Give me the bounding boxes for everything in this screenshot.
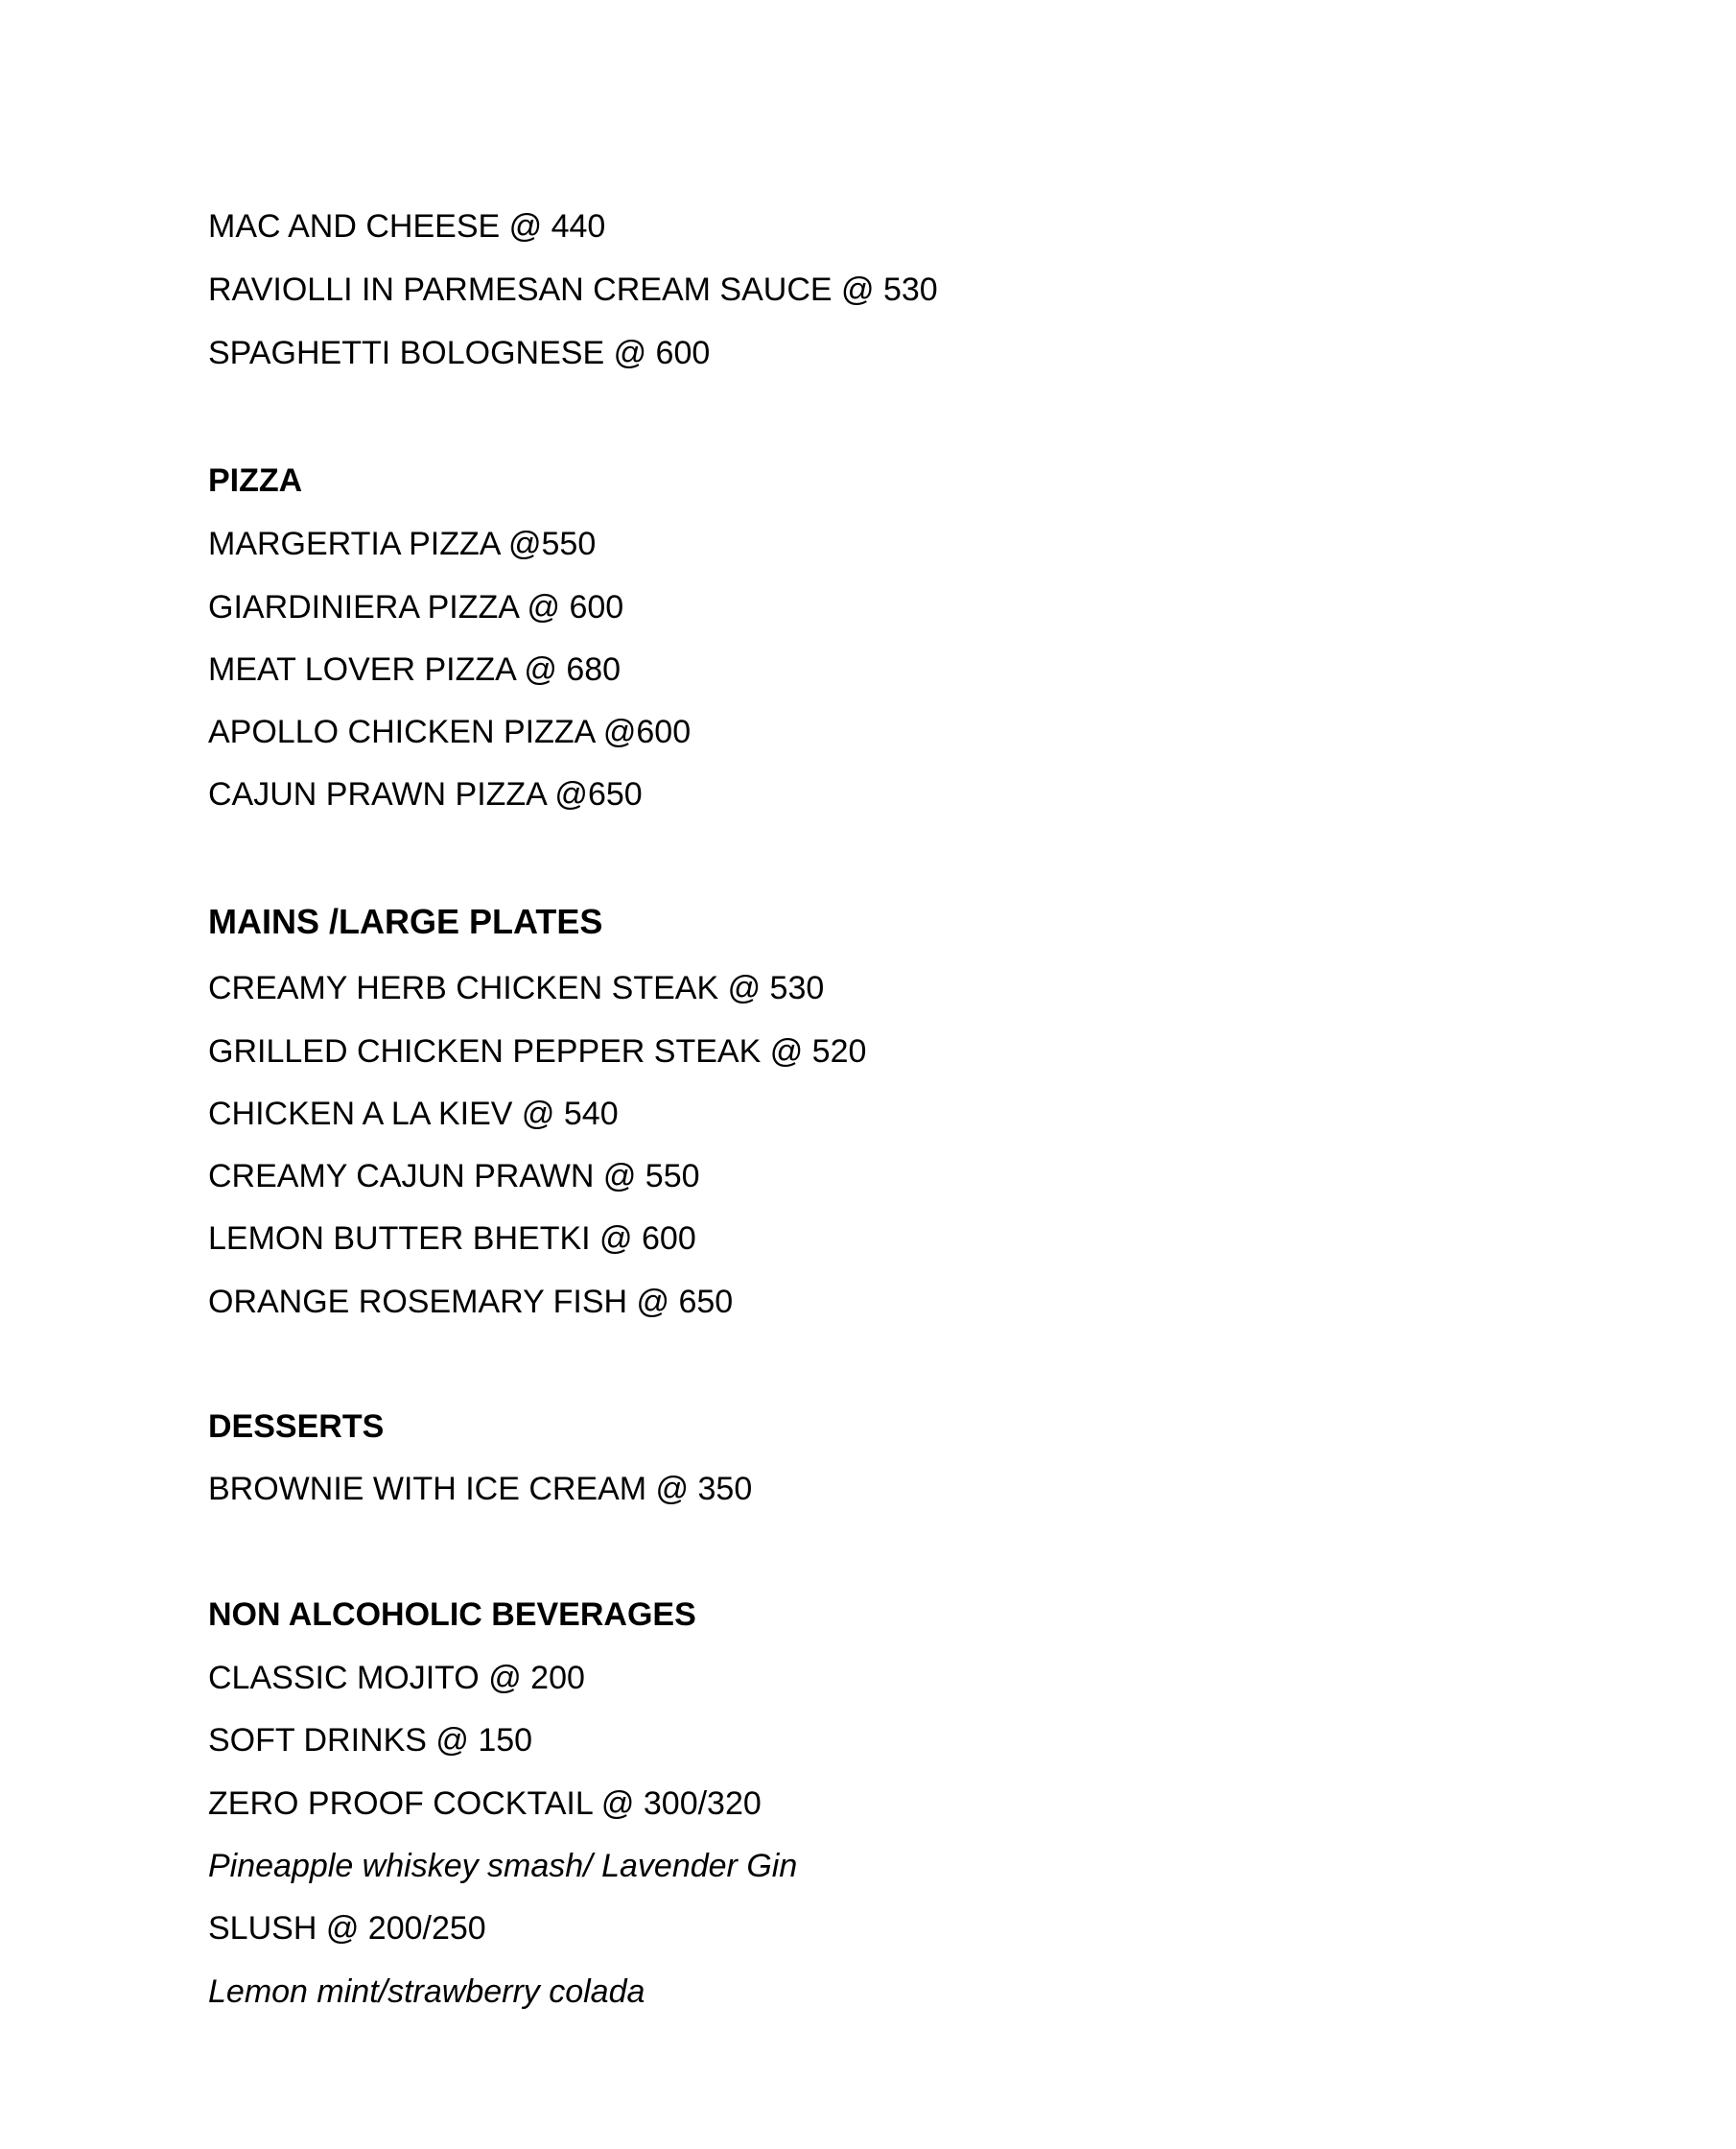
- menu-item: ORANGE ROSEMARY FISH @ 650: [208, 1284, 734, 1320]
- menu-item: MAC AND CHEESE @ 440: [208, 208, 606, 245]
- menu-item: SOFT DRINKS @ 150: [208, 1722, 533, 1759]
- menu-item: CREAMY HERB CHICKEN STEAK @ 530: [208, 970, 825, 1006]
- section-heading-pizza: PIZZA: [208, 462, 303, 499]
- menu-item: GRILLED CHICKEN PEPPER STEAK @ 520: [208, 1033, 867, 1070]
- menu-item: GIARDINIERA PIZZA @ 600: [208, 589, 624, 626]
- menu-item: CHICKEN A LA KIEV @ 540: [208, 1096, 619, 1132]
- menu-item: CLASSIC MOJITO @ 200: [208, 1660, 585, 1696]
- menu-item: MEAT LOVER PIZZA @ 680: [208, 651, 622, 688]
- menu-item-description: Pineapple whiskey smash/ Lavender Gin: [208, 1848, 798, 1884]
- section-heading-beverages: NON ALCOHOLIC BEVERAGES: [208, 1596, 696, 1633]
- menu-item: RAVIOLLI IN PARMESAN CREAM SAUCE @ 530: [208, 272, 938, 308]
- menu-item: LEMON BUTTER BHETKI @ 600: [208, 1220, 696, 1257]
- menu-item: SPAGHETTI BOLOGNESE @ 600: [208, 335, 711, 371]
- menu-item: MARGERTIA PIZZA @550: [208, 526, 597, 562]
- menu-item-description: Lemon mint/strawberry colada: [208, 1973, 645, 2010]
- menu-item: BROWNIE WITH ICE CREAM @ 350: [208, 1471, 753, 1507]
- section-heading-mains: MAINS /LARGE PLATES: [208, 902, 603, 941]
- menu-item: ZERO PROOF COCKTAIL @ 300/320: [208, 1785, 762, 1822]
- menu-item: SLUSH @ 200/250: [208, 1910, 486, 1947]
- menu-item: CAJUN PRAWN PIZZA @650: [208, 776, 643, 813]
- menu-item: APOLLO CHICKEN PIZZA @600: [208, 714, 692, 750]
- section-heading-desserts: DESSERTS: [208, 1408, 385, 1445]
- menu-item: CREAMY CAJUN PRAWN @ 550: [208, 1158, 700, 1194]
